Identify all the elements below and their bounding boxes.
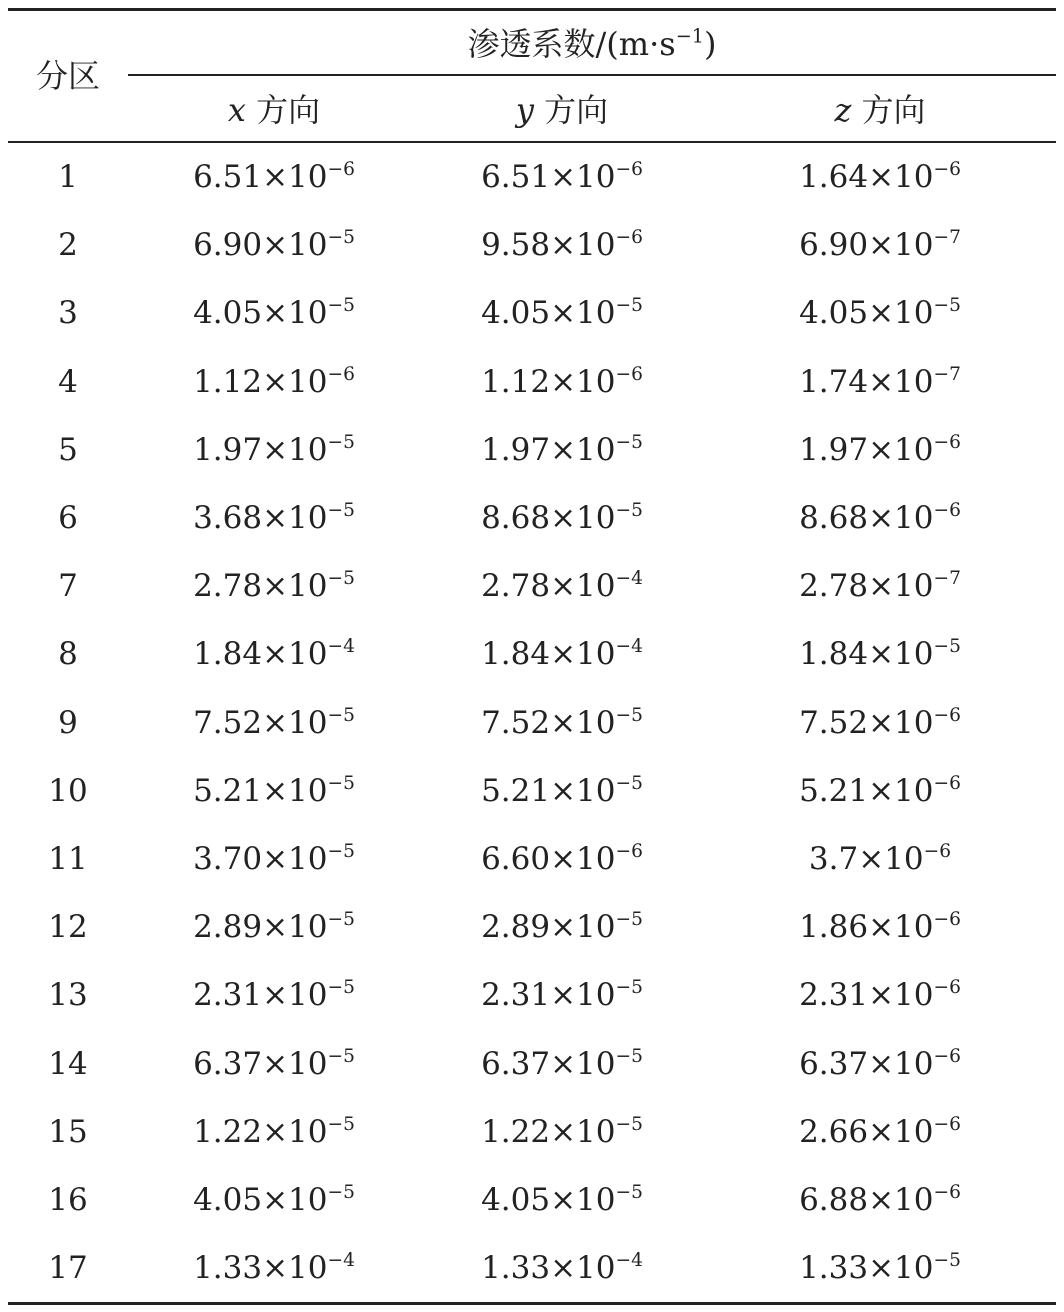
- table-row: [0, 689, 1064, 757]
- table-row: [0, 893, 1064, 961]
- x-mantissa: 6.37×10: [193, 1045, 328, 1082]
- y-permeability-cell: [412, 484, 712, 552]
- z-exponent: −7: [933, 363, 961, 385]
- x-exponent: −6: [327, 363, 355, 385]
- x-permeability-cell: [124, 484, 424, 552]
- z-exponent: −6: [933, 1113, 961, 1135]
- z-exponent: −6: [933, 909, 961, 931]
- y-mantissa: 1.84×10: [481, 636, 616, 673]
- y-mantissa: 6.37×10: [481, 1045, 616, 1082]
- z-exponent: −5: [933, 295, 961, 317]
- y-exponent: −5: [615, 1045, 643, 1067]
- y-permeability-cell: [412, 1234, 712, 1302]
- x-mantissa: 4.05×10: [193, 295, 328, 332]
- x-permeability-cell: [124, 211, 424, 279]
- z-variable: z: [834, 91, 852, 129]
- table-row: [0, 552, 1064, 620]
- z-permeability-cell: [730, 211, 1030, 279]
- table-row: [0, 961, 1064, 1029]
- table-row: [0, 143, 1064, 211]
- x-exponent: −4: [327, 636, 355, 658]
- x-mantissa: 3.70×10: [193, 841, 328, 877]
- x-permeability-cell: [124, 143, 424, 211]
- y-exponent: −5: [615, 977, 643, 999]
- x-permeability-cell: [124, 1098, 424, 1166]
- x-permeability-cell: [124, 552, 424, 620]
- z-exponent: −6: [933, 1181, 961, 1203]
- x-exponent: −5: [327, 704, 355, 726]
- y-mantissa: 1.22×10: [481, 1113, 616, 1150]
- y-permeability-cell: [412, 552, 712, 620]
- y-mantissa: 5.21×10: [481, 772, 616, 809]
- y-mantissa: 6.60×10: [481, 841, 616, 877]
- x-exponent: −5: [327, 772, 355, 794]
- x-mantissa: 2.31×10: [193, 977, 328, 1014]
- y-mantissa: 2.31×10: [481, 977, 616, 1014]
- table-row: [0, 416, 1064, 484]
- z-mantissa: 1.74×10: [799, 363, 934, 400]
- z-permeability-cell: [730, 961, 1030, 1029]
- zone-cell: 13: [48, 977, 88, 1014]
- zone-cell: 17: [48, 1250, 88, 1287]
- y-permeability-cell: [412, 1166, 712, 1234]
- x-exponent: −6: [327, 158, 355, 180]
- z-direction-header: [730, 90, 1030, 130]
- y-permeability-cell: [412, 620, 712, 688]
- z-permeability-cell: [730, 348, 1030, 416]
- z-mantissa: 1.86×10: [799, 909, 934, 946]
- x-permeability-cell: [124, 1030, 424, 1098]
- z-mantissa: 2.66×10: [799, 1113, 934, 1150]
- y-variable: y: [515, 91, 534, 129]
- z-exponent: −7: [933, 227, 961, 249]
- z-exponent: −6: [933, 772, 961, 794]
- x-permeability-cell: [124, 1166, 424, 1234]
- table-row: [0, 1098, 1064, 1166]
- z-mantissa: 3.7×10: [808, 841, 924, 877]
- y-permeability-cell: [412, 348, 712, 416]
- y-exponent: −6: [615, 227, 643, 249]
- z-mantissa: 6.90×10: [799, 227, 934, 264]
- zone-cell: 9: [58, 704, 78, 741]
- y-exponent: −5: [615, 295, 643, 317]
- zone-cell: 10: [48, 772, 88, 809]
- table-row: [0, 825, 1064, 893]
- x-exponent: −5: [327, 840, 355, 862]
- zone-cell: 15: [48, 1113, 88, 1150]
- z-mantissa: 8.68×10: [799, 500, 934, 536]
- z-exponent: −6: [933, 431, 961, 453]
- permeability-label: 渗透系数/(m·s: [467, 25, 676, 63]
- table-top-rule: [8, 8, 1056, 11]
- z-exponent: −7: [933, 568, 961, 590]
- z-permeability-cell: [730, 1166, 1030, 1234]
- z-exponent: −5: [933, 636, 961, 658]
- y-direction-label: 方向: [533, 91, 609, 129]
- z-exponent: −6: [933, 499, 961, 521]
- z-exponent: −6: [933, 1045, 961, 1067]
- y-permeability-cell: [412, 416, 712, 484]
- z-exponent: −6: [923, 840, 952, 862]
- z-permeability-cell: [730, 416, 1030, 484]
- x-mantissa: 6.90×10: [193, 227, 328, 264]
- z-mantissa: 1.97×10: [799, 431, 934, 468]
- y-mantissa: 1.33×10: [481, 1250, 616, 1287]
- y-mantissa: 2.89×10: [481, 909, 616, 946]
- x-permeability-cell: [124, 893, 424, 961]
- x-variable: x: [227, 91, 246, 129]
- z-mantissa: 7.52×10: [799, 704, 934, 741]
- zone-cell: 2: [58, 227, 78, 264]
- y-exponent: −5: [615, 431, 643, 453]
- y-exponent: −4: [615, 636, 643, 658]
- zone-column-header: 分区: [35, 57, 100, 95]
- y-mantissa: 1.97×10: [481, 431, 616, 468]
- x-permeability-cell: [124, 1234, 424, 1302]
- table-row: [0, 620, 1064, 688]
- header-group-rule: [128, 74, 1056, 76]
- x-permeability-cell: [124, 348, 424, 416]
- y-permeability-cell: [412, 757, 712, 825]
- y-mantissa: 2.78×10: [481, 568, 616, 605]
- table-row: [0, 279, 1064, 347]
- x-permeability-cell: [124, 825, 424, 893]
- zone-cell: 16: [48, 1182, 88, 1218]
- y-exponent: −6: [615, 363, 643, 385]
- y-permeability-cell: [412, 1098, 712, 1166]
- x-exponent: −5: [327, 1181, 355, 1203]
- x-exponent: −5: [327, 431, 355, 453]
- y-exponent: −5: [615, 1181, 643, 1203]
- zone-cell: 7: [58, 568, 78, 605]
- x-mantissa: 1.84×10: [193, 636, 328, 673]
- table-row: [0, 1166, 1064, 1234]
- y-exponent: −6: [615, 840, 643, 862]
- x-permeability-cell: [124, 689, 424, 757]
- z-mantissa: 4.05×10: [799, 295, 934, 332]
- permeability-unit-exponent: −1: [675, 24, 705, 48]
- z-permeability-cell: [730, 1234, 1030, 1302]
- x-mantissa: 3.68×10: [193, 500, 328, 536]
- zone-cell: 3: [58, 295, 78, 332]
- x-mantissa: 1.33×10: [193, 1250, 328, 1287]
- y-permeability-cell: [412, 211, 712, 279]
- table-row: [0, 1030, 1064, 1098]
- z-exponent: −6: [933, 977, 961, 999]
- x-mantissa: 1.97×10: [193, 431, 328, 468]
- table-row: [0, 1234, 1064, 1302]
- x-mantissa: 1.22×10: [193, 1113, 328, 1150]
- table-row: [0, 484, 1064, 552]
- x-exponent: −5: [327, 977, 355, 999]
- zone-cell: 12: [48, 909, 88, 946]
- zone-cell: 4: [58, 363, 78, 400]
- z-mantissa: 6.88×10: [799, 1182, 934, 1218]
- z-permeability-cell: [730, 1030, 1030, 1098]
- x-permeability-cell: [124, 620, 424, 688]
- z-permeability-cell: [730, 279, 1030, 347]
- x-mantissa: 5.21×10: [193, 772, 328, 809]
- y-exponent: −6: [615, 158, 643, 180]
- y-mantissa: 4.05×10: [481, 1182, 616, 1218]
- x-direction-label: 方向: [245, 91, 321, 129]
- y-exponent: −4: [615, 1250, 643, 1272]
- z-mantissa: 1.84×10: [799, 636, 934, 673]
- x-permeability-cell: [124, 416, 424, 484]
- x-mantissa: 2.78×10: [193, 568, 328, 605]
- z-permeability-cell: [730, 757, 1030, 825]
- z-mantissa: 2.78×10: [799, 568, 934, 605]
- y-mantissa: 1.12×10: [481, 363, 616, 400]
- z-permeability-cell: [730, 825, 1030, 893]
- zone-cell: 11: [48, 841, 88, 877]
- z-mantissa: 5.21×10: [799, 772, 934, 809]
- table-row: [0, 348, 1064, 416]
- y-direction-header: [412, 90, 712, 130]
- z-direction-label: 方向: [851, 91, 926, 129]
- table-row: [0, 211, 1064, 279]
- x-exponent: −5: [327, 499, 355, 521]
- y-permeability-cell: [412, 825, 712, 893]
- z-mantissa: 1.64×10: [799, 159, 934, 195]
- z-mantissa: 6.37×10: [799, 1045, 934, 1082]
- y-permeability-cell: [412, 1030, 712, 1098]
- y-mantissa: 4.05×10: [481, 295, 616, 332]
- y-mantissa: 8.68×10: [481, 500, 616, 536]
- y-permeability-cell: [412, 279, 712, 347]
- zone-cell: 6: [58, 500, 78, 536]
- table-bottom-rule: [8, 1302, 1056, 1305]
- y-exponent: −4: [615, 568, 643, 590]
- zone-cell: 1: [58, 159, 78, 195]
- x-exponent: −4: [327, 1250, 355, 1272]
- x-mantissa: 4.05×10: [193, 1182, 328, 1218]
- table-row: [0, 757, 1064, 825]
- z-permeability-cell: [730, 1098, 1030, 1166]
- x-mantissa: 1.12×10: [193, 363, 328, 400]
- zone-cell: 8: [58, 636, 78, 673]
- permeability-group-header: [128, 24, 1056, 64]
- x-exponent: −5: [327, 1113, 355, 1135]
- x-permeability-cell: [124, 757, 424, 825]
- permeability-close-paren: ): [704, 25, 717, 63]
- z-exponent: −6: [933, 704, 961, 726]
- x-mantissa: 6.51×10: [193, 159, 328, 195]
- x-direction-header: [124, 90, 424, 130]
- y-mantissa: 6.51×10: [481, 159, 616, 195]
- x-mantissa: 2.89×10: [193, 909, 328, 946]
- y-permeability-cell: [412, 893, 712, 961]
- y-exponent: −5: [615, 1113, 643, 1135]
- x-exponent: −5: [327, 568, 355, 590]
- y-mantissa: 9.58×10: [481, 227, 616, 264]
- x-exponent: −5: [327, 1045, 355, 1067]
- z-permeability-cell: [730, 620, 1030, 688]
- z-mantissa: 1.33×10: [799, 1250, 934, 1287]
- y-exponent: −5: [615, 704, 643, 726]
- y-permeability-cell: [412, 143, 712, 211]
- x-exponent: −5: [327, 295, 355, 317]
- z-permeability-cell: [730, 484, 1030, 552]
- x-mantissa: 7.52×10: [193, 704, 328, 741]
- y-permeability-cell: [412, 961, 712, 1029]
- x-exponent: −5: [327, 909, 355, 931]
- y-exponent: −5: [615, 499, 643, 521]
- z-exponent: −6: [933, 158, 961, 180]
- y-permeability-cell: [412, 689, 712, 757]
- z-permeability-cell: [730, 689, 1030, 757]
- z-permeability-cell: [730, 143, 1030, 211]
- z-exponent: −5: [933, 1250, 961, 1272]
- y-mantissa: 7.52×10: [481, 704, 616, 741]
- x-permeability-cell: [124, 961, 424, 1029]
- z-permeability-cell: [730, 893, 1030, 961]
- zone-cell: 14: [48, 1045, 88, 1082]
- zone-cell: 5: [58, 431, 78, 468]
- y-exponent: −5: [615, 909, 643, 931]
- z-mantissa: 2.31×10: [799, 977, 934, 1014]
- y-exponent: −5: [615, 772, 643, 794]
- x-exponent: −5: [327, 227, 355, 249]
- z-permeability-cell: [730, 552, 1030, 620]
- x-permeability-cell: [124, 279, 424, 347]
